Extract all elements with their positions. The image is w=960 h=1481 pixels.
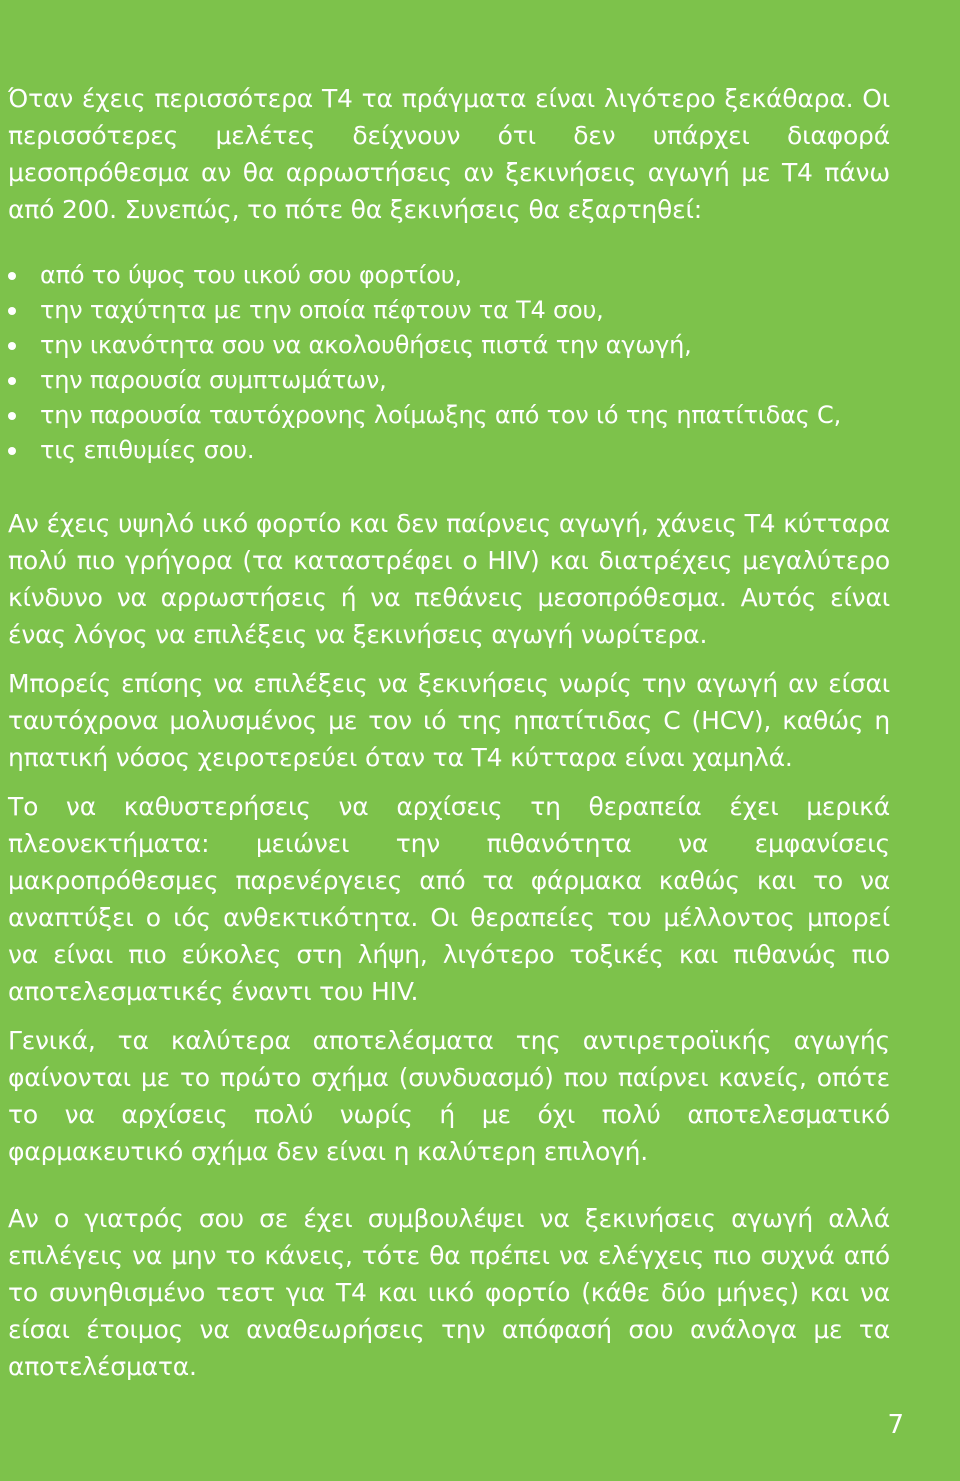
bullet-icon — [8, 377, 16, 385]
list-item — [8, 328, 890, 363]
bullet-icon — [8, 307, 16, 315]
intro-paragraph: Όταν έχεις περισσότερα Τ4 τα πράγματα είναι λιγότερο ξεκάθαρα. Οι περισσότερες μελέτες δείχνουν ότι δεν υπάρχει διαφορά μεσοπρόθεσμα αν θα αρρωστήσεις αν ξεκινήσεις αγωγή με Τ4 πάνω από 200. Συνεπώς, το πότε θα ξεκινήσεις θα εξαρτηθεί: — [8, 84, 890, 224]
list-item — [8, 398, 890, 433]
bullet-icon — [8, 447, 16, 455]
list-item-text: τις επιθυμίες σου. — [40, 436, 255, 464]
list-item — [8, 293, 890, 328]
bullet-icon — [8, 342, 16, 350]
page-number: 7 — [887, 1410, 904, 1440]
list-item-text: την παρουσία ταυτόχρονης λοίμωξης από τον ιό της ηπατίτιδας C, — [40, 401, 842, 429]
monitoring-paragraph: Αν ο γιατρός σου σε έχει συμβουλέψει να ξεκινήσεις αγωγή αλλά επιλέγεις να μην το κάνεις, τότε θα πρέπει να ελέγχεις πιο συχνά από το συνηθισμένο τεστ για Τ4 και ιικό φορτίο (κάθε δύο μήνες) και να είσαι έτοιμος να αναθεωρήσεις την απόφασή σου ανάλογα με τα αποτελέσματα. — [8, 1204, 890, 1381]
hcv-coinfection-paragraph: Μπορείς επίσης να επιλέξεις να ξεκινήσεις νωρίς την αγωγή αν είσαι ταυτόχρονα μολυσμένος με τον ιό της ηπατίτιδας C (HCV), καθώς η ηπατική νόσος χειροτερεύει όταν τα Τ4 κύτταρα είναι χαμηλά. — [8, 669, 890, 772]
delay-advantages-paragraph: Το να καθυστερήσεις να αρχίσεις τη θεραπεία έχει μερικά πλεονεκτήματα: μειώνει την πιθανότητα να εμφανίσεις μακροπρόθεσμες παρενέργειες από τα φάρμακα καθώς και το να αναπτύξει ο ιός ανθεκτικότητα. Οι θεραπείες του μέλλοντος μπορεί να είναι πιο εύκολες στη λήψη, λιγότερο τοξικές και πιθανώς πιο αποτελεσματικές έναντι του HIV. — [8, 792, 890, 1006]
factors-list — [8, 258, 890, 468]
list-item — [8, 363, 890, 398]
bullet-icon — [8, 412, 16, 420]
high-viral-load-paragraph: Αν έχεις υψηλό ιικό φορτίο και δεν παίρνεις αγωγή, χάνεις Τ4 κύτταρα πολύ πιο γρήγορα (τα καταστρέφει ο HIV) και διατρέχεις μεγαλύτερο κίνδυνο να αρρωστήσεις ή να πεθάνεις μεσοπρόθεσμα. Αυτός είναι ένας λόγος να επιλέξεις να ξεκινήσεις αγωγή νωρίτερα. — [8, 509, 890, 649]
first-regimen-paragraph: Γενικά, τα καλύτερα αποτελέσματα της αντιρετροϊικής αγωγής φαίνονται με το πρώτο σχήμα (συνδυασμό) που παίρνει κανείς, οπότε το να αρχίσεις πολύ νωρίς ή με όχι πολύ αποτελεσματικό φαρμακευτικό σχήμα δεν είναι η καλύτερη επιλογή. — [8, 1026, 890, 1166]
list-item — [8, 258, 890, 293]
bullet-icon — [8, 272, 16, 280]
list-item-text: την παρουσία συμπτωμάτων, — [40, 366, 387, 394]
list-item-text: την ικανότητα σου να ακολουθήσεις πιστά την αγωγή, — [40, 331, 692, 359]
list-item-text: την ταχύτητα με την οποία πέφτουν τα Τ4 σου, — [40, 296, 604, 324]
list-item — [8, 433, 890, 468]
document-page — [8, 80, 890, 1385]
list-item-text: από το ύψος του ιικού σου φορτίου, — [40, 261, 462, 289]
